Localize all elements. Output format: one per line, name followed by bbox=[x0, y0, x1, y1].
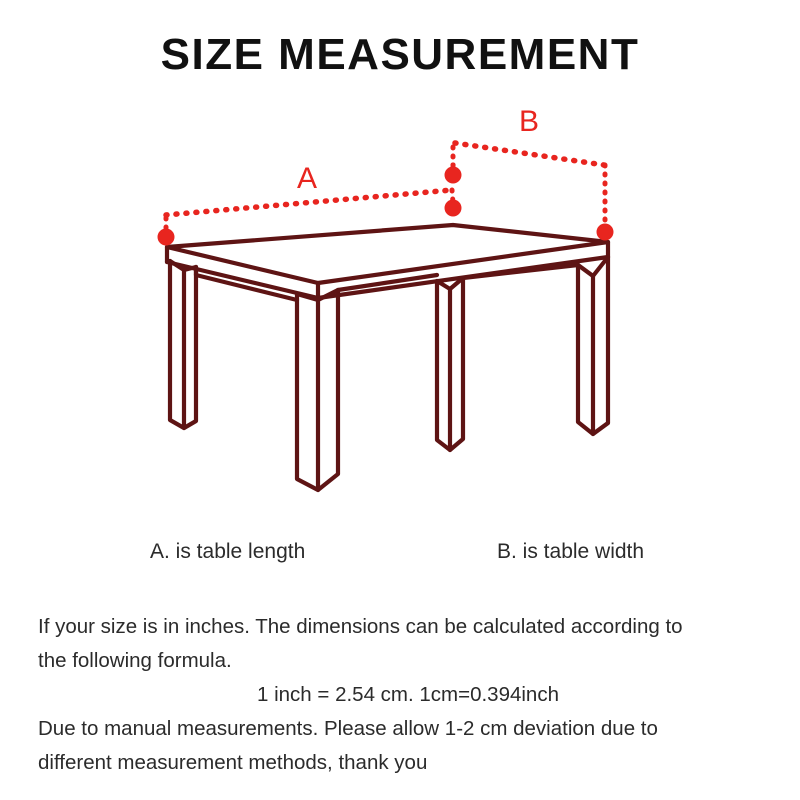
leg-back-left-outer bbox=[170, 261, 184, 428]
caption-a-length: A. is table length bbox=[150, 540, 306, 563]
measure-line-b bbox=[445, 105, 614, 241]
note-line-3: Due to manual measurements. Please allow 1-2 cm deviation due to bbox=[38, 717, 658, 740]
measure-b-start-dot bbox=[445, 167, 462, 184]
note-formula: 1 inch = 2.54 cm. 1cm=0.394inch bbox=[257, 683, 559, 706]
measure-b-span bbox=[455, 143, 604, 165]
measure-a-label: A bbox=[296, 162, 318, 195]
leg-back-center-outer bbox=[437, 281, 450, 450]
leg-front-left-inner bbox=[318, 290, 338, 490]
measure-a-right-stub bbox=[452, 190, 453, 203]
leg-right-outer bbox=[578, 265, 593, 434]
measure-a-start-dot bbox=[158, 229, 175, 246]
table-diagram bbox=[0, 95, 800, 515]
caption-b-width: B. is table width bbox=[497, 540, 645, 563]
apron-right-back bbox=[463, 265, 578, 278]
leg-right-inner bbox=[593, 257, 608, 434]
table-drawing bbox=[167, 225, 608, 490]
note-line-1: If your size is in inches. The dimensions can be calculated according to bbox=[38, 615, 683, 638]
measure-b-end-dot bbox=[597, 224, 614, 241]
measure-b-label: B bbox=[518, 105, 540, 138]
note-line-4: different measurement methods, thank you bbox=[38, 751, 428, 774]
note-line-2: the following formula. bbox=[38, 649, 232, 672]
notes-block bbox=[38, 610, 768, 780]
measure-line-a bbox=[158, 162, 462, 246]
tabletop-outline bbox=[167, 225, 608, 283]
table-diagram-svg bbox=[0, 95, 800, 515]
leg-front-left-outer bbox=[297, 294, 318, 490]
caption-row bbox=[0, 540, 800, 574]
page-title: SIZE MEASUREMENT bbox=[160, 30, 640, 79]
